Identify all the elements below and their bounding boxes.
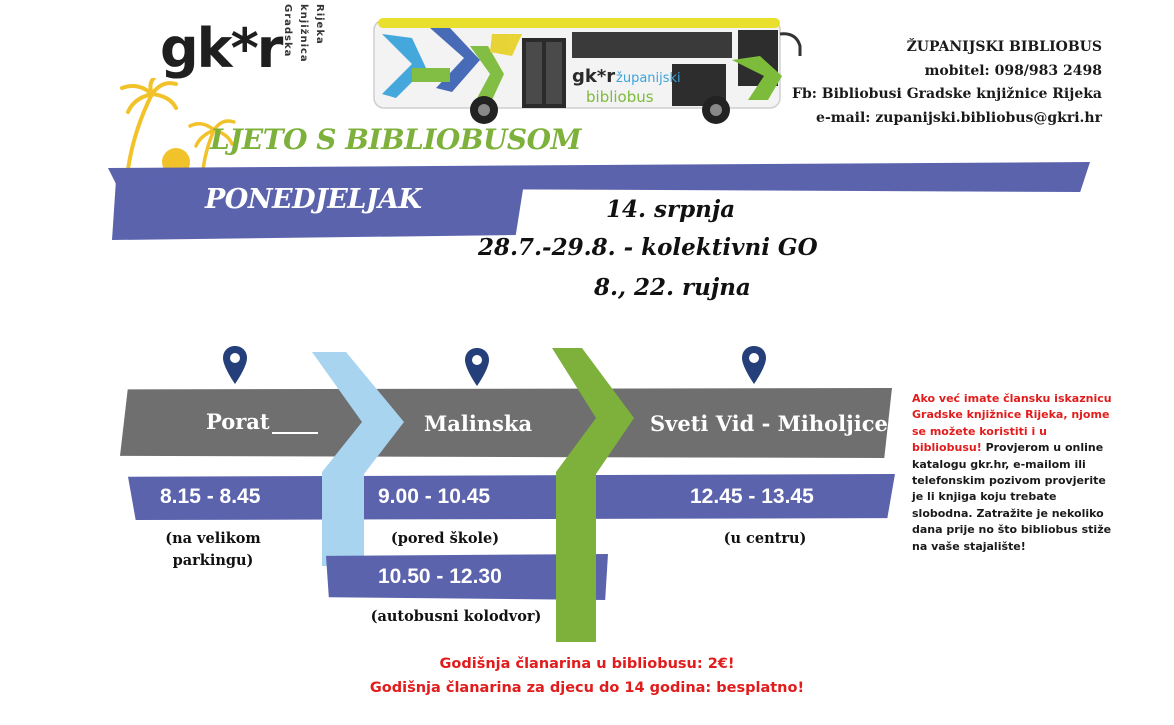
- location-pin-icon: [223, 346, 247, 384]
- fee-adults: Godišnja članarina u bibliobusu: 2€!: [439, 656, 735, 672]
- logo-mark: gk*r: [160, 17, 282, 80]
- time-porat: 8.15 - 8.45: [160, 485, 261, 508]
- bus-side-text-2: bibliobus: [586, 88, 654, 106]
- stop-name-malinska: Malinska: [424, 411, 533, 436]
- date-line-1: 14. srpnja: [606, 196, 736, 223]
- contact-facebook: Fb: Bibliobusi Gradske knjižnice Rijeka: [792, 86, 1102, 102]
- date-line-2: 28.7.-29.8. - kolektivni GO: [478, 234, 818, 261]
- contact-phone: mobitel: 098/983 2498: [924, 62, 1102, 79]
- logo-side-text: [280, 4, 340, 84]
- green-arrow: [552, 348, 634, 642]
- stop-underline: [272, 432, 318, 434]
- note-sveti-vid: (u centru): [723, 530, 807, 547]
- bus-illustration: [372, 16, 808, 124]
- stop-name-porat: Porat: [206, 409, 270, 434]
- fee-children: Godišnja članarina za djecu do 14 godina: besplatno!: [369, 680, 805, 696]
- note-porat: [148, 528, 278, 572]
- contact-title: ŽUPANIJSKI BIBLIOBUS: [906, 39, 1102, 55]
- info-membership-text: Ako već imate člansku iskaznicu Gradske knjižnice Rijeka, njome se možete koristiti i u bibliobusu!: [912, 392, 1112, 455]
- contact-block: [792, 36, 1102, 130]
- note-malinska-1: (pored škole): [390, 530, 500, 547]
- logo-side-line-3: Rijeka: [314, 4, 325, 45]
- summer-heading: LJETO S BIBLIOBUSOM: [210, 123, 582, 156]
- note-porat-line-1: (na velikom: [165, 530, 261, 547]
- location-pin-icon: [465, 348, 489, 386]
- contact-email: e-mail: zupanijski.bibliobus@gkri.hr: [816, 109, 1102, 126]
- time-malinska-2: 10.50 - 12.30: [378, 565, 502, 588]
- bus-side-text-1: županijski: [616, 71, 681, 86]
- info-catalog-text: Provjerom u online katalogu gkr.hr, e-mailom ili telefonskim pozivom provjerite je li knjiga koju trebate slobodna. Zatražite je nekoliko dana prije no što bibliobus stiže na vaše stajalište!: [912, 441, 1112, 553]
- note-porat-line-2: parkingu): [172, 552, 254, 569]
- bus-logo-text: gk*r: [572, 66, 616, 87]
- time-malinska-1: 9.00 - 10.45: [378, 485, 491, 508]
- day-label: PONEDJELJAK: [205, 184, 422, 215]
- location-pin-icon: [742, 346, 766, 384]
- date-line-3: 8., 22. rujna: [594, 274, 751, 301]
- time-sveti-vid: 12.45 - 13.45: [690, 485, 814, 508]
- logo-side-line-2: knjižnica: [298, 4, 309, 63]
- info-block: [912, 391, 1112, 555]
- note-malinska-2: (autobusni kolodvor): [370, 608, 542, 625]
- logo-side-line-1: Gradska: [282, 4, 293, 58]
- stop-name-sveti-vid: Sveti Vid - Miholjice: [650, 411, 888, 436]
